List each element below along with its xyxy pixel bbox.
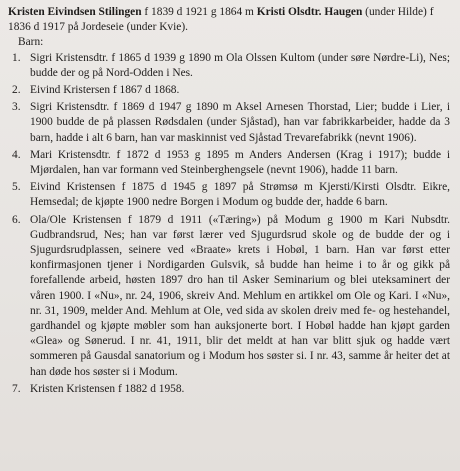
child-text: Sigri Kristensdtr. f 1869 d 1947 g 1890 m Aksel Arnesen Thorstad, Lier; budde i Lier, i 1900 budde de på plassen Rødsdalen (under Sjåstad), han var fabrikkarbeider, hadde da 3 barn, hadde i alt 6 barn, han var maskinnist ved Sjåstad Trevarefabrikk (nevnt 1906). [30,101,450,144]
person-name: Kristen Eivindsen Stilingen [8,6,142,18]
children-label: Barn: [18,36,44,49]
child-number: 3. [12,101,21,114]
child-text: Eivind Kristensen f 1875 d 1945 g 1897 på Strømsø m Kjersti/Kirsti Olsdtr. Eikre, Hemsedal; de kjøpte 1900 nedre Borgen i Modum og budde der, hadde 6 barn. [30,181,450,209]
child-entry [8,180,450,210]
spouse-name: Kristi Olsdtr. Haugen [256,6,363,18]
child-text: Kristen Kristensen f 1882 d 1958. [30,382,185,395]
child-entry [8,148,450,178]
child-text: Sigri Kristensdtr. f 1865 d 1939 g 1890 m Ola Olssen Kultom (under søre Nørdre-Li), Nes; budde der og på Nord-Odden i Nes. [30,51,450,79]
child-entry [8,100,450,146]
child-text: Mari Kristensdtr. f 1872 d 1953 g 1895 m Anders Andersen (Krag i 1917); budde i Mjørdalen, han var formann ved Steinberghengsele (nevnt 1906), hadde 11 barn. [30,148,450,177]
child-entry [8,51,450,81]
child-entry [8,382,450,397]
child-entry [8,83,450,98]
children-list [8,51,450,397]
child-number: 6. [12,213,21,226]
child-text: Ola/Ole Kristensen f 1879 d 1911 («Tæring») på Modum g 1900 m Kari Nubsdtr. Gudbrandsrud, Nes; han var først lærer ved Sjugurdsrud skole og de budde der og i Sjugurdsrudplassen, seinere ved «Braate» krets i Hobøl, 1 barn. Han var først etter konfirmasjonen tjener i Nordigarden Gulsvik, så budde han heime i to år og gikk på forefallende arbeid, høsten 1897 dro han til Asker Seminarium og blei uteksaminert der våren 1900. I «Nu», nr. 24, 1906, skreiv And. Mehlum en artikkel om Ole og Kari. I «Nu», nr. 31, 1909, melder And. Mehlum at Ole, ved sida av skolen dreiv med fe- og hestehandel, gardhandel og kjøpte møbler som han auksjonerte bort. I Hobøl hadde han kjøpt garden «Glea» og Sønerud. I nr. 41, 1911, blir det meldt at han var blitt sjuk og hadde vært sommeren på Gausdal sanatorium og i Modum hos søster si. I nr. 43, samme år heiter det at han døde hos søster si i Modum. [30,213,450,378]
child-entry [8,213,450,380]
child-number: 4. [12,148,21,161]
family-entry-header [8,5,450,35]
child-text: Eivind Kristersen f 1867 d 1868. [30,84,180,97]
spouse-detail: (under Hilde) f 1836 d 1917 på Jordeseie (under Kvie). [8,6,434,34]
child-number: 2. [12,84,21,97]
person-dates: f 1839 d 1921 g 1864 m [141,6,257,18]
child-number: 1. [12,51,21,64]
child-number: 5. [12,181,21,194]
child-number: 7. [12,382,21,395]
